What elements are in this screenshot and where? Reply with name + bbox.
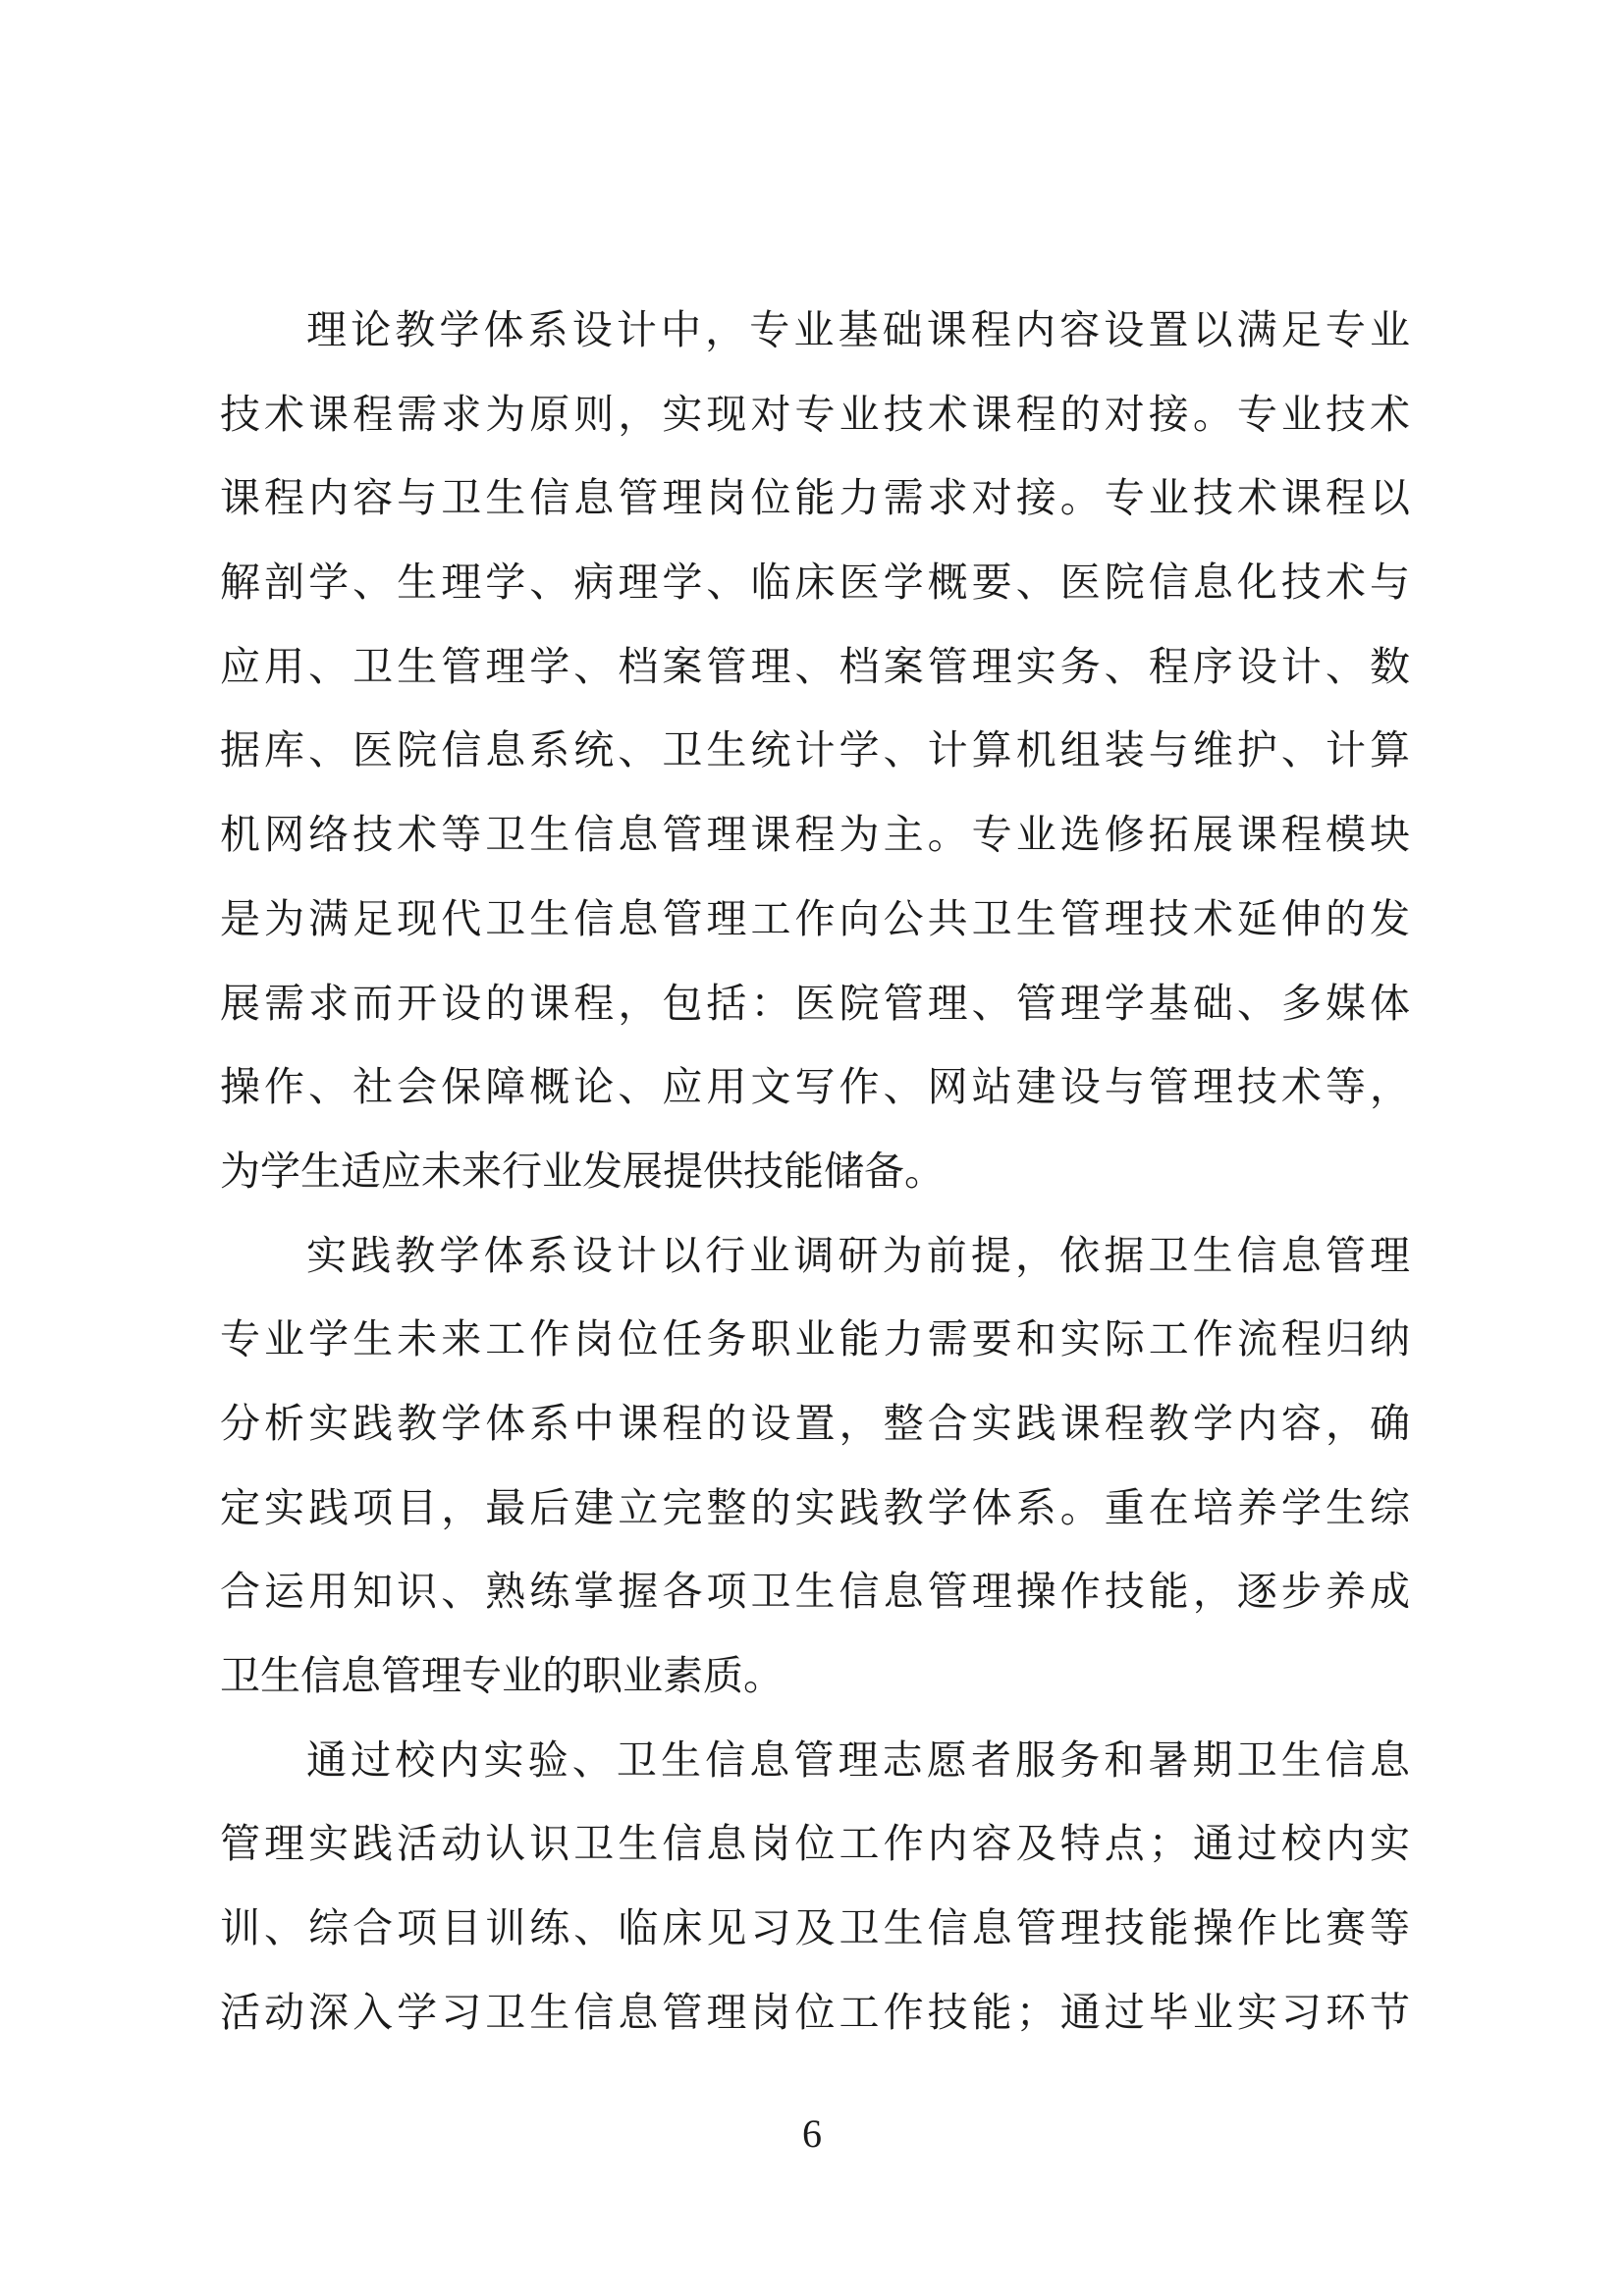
paragraph-line: 为学生适应未来行业发展提供技能储备。 <box>220 1147 945 1195</box>
paragraph-line: 技术课程需求为原则，实现对专业技术课程的对接。专业技术 <box>220 390 1410 438</box>
paragraph-line: 活动深入学习卫生信息管理岗位工作技能；通过毕业实习环节 <box>220 1988 1410 2036</box>
paragraph-line: 课程内容与卫生信息管理岗位能力需求对接。专业技术课程以 <box>220 474 1410 522</box>
paragraph-line: 展需求而开设的课程，包括：医院管理、管理学基础、多媒体 <box>220 979 1410 1027</box>
body-text <box>220 289 1410 2055</box>
paragraph-line: 合运用知识、熟练掌握各项卫生信息管理操作技能，逐步养成 <box>220 1568 1410 1616</box>
paragraph-line: 定实践项目，最后建立完整的实践教学体系。重在培养学生综 <box>220 1483 1410 1531</box>
page-number: 6 <box>802 2111 822 2156</box>
paragraph-line: 卫生信息管理专业的职业素质。 <box>220 1652 784 1699</box>
paragraph-line: 是为满足现代卫生信息管理工作向公共卫生管理技术延伸的发 <box>220 894 1410 942</box>
paragraph-line: 据库、医院信息系统、卫生统计学、计算机组装与维护、计算 <box>220 726 1410 774</box>
paragraph-line: 专业学生未来工作岗位任务职业能力需要和实际工作流程归纳 <box>220 1315 1410 1363</box>
paragraph-line: 操作、社会保障概论、应用文写作、网站建设与管理技术等， <box>220 1063 1410 1111</box>
paragraph-line: 训、综合项目训练、临床见习及卫生信息管理技能操作比赛等 <box>220 1904 1410 1952</box>
paragraph-line: 管理实践活动认识卫生信息岗位工作内容及特点；通过校内实 <box>220 1820 1410 1868</box>
paragraph-line: 解剖学、生理学、病理学、临床医学概要、医院信息化技术与 <box>220 559 1410 607</box>
paragraph-line: 理论教学体系设计中，专业基础课程内容设置以满足专业 <box>306 306 1410 353</box>
paragraph-line: 机网络技术等卫生信息管理课程为主。专业选修拓展课程模块 <box>220 811 1410 859</box>
paragraph-line: 分析实践教学体系中课程的设置，整合实践课程教学内容，确 <box>220 1399 1410 1447</box>
paragraph-line: 实践教学体系设计以行业调研为前提，依据卫生信息管理 <box>306 1231 1410 1279</box>
paragraph-line: 应用、卫生管理学、档案管理、档案管理实务、程序设计、数 <box>220 642 1410 690</box>
paragraph-line: 通过校内实验、卫生信息管理志愿者服务和暑期卫生信息 <box>306 1735 1410 1784</box>
